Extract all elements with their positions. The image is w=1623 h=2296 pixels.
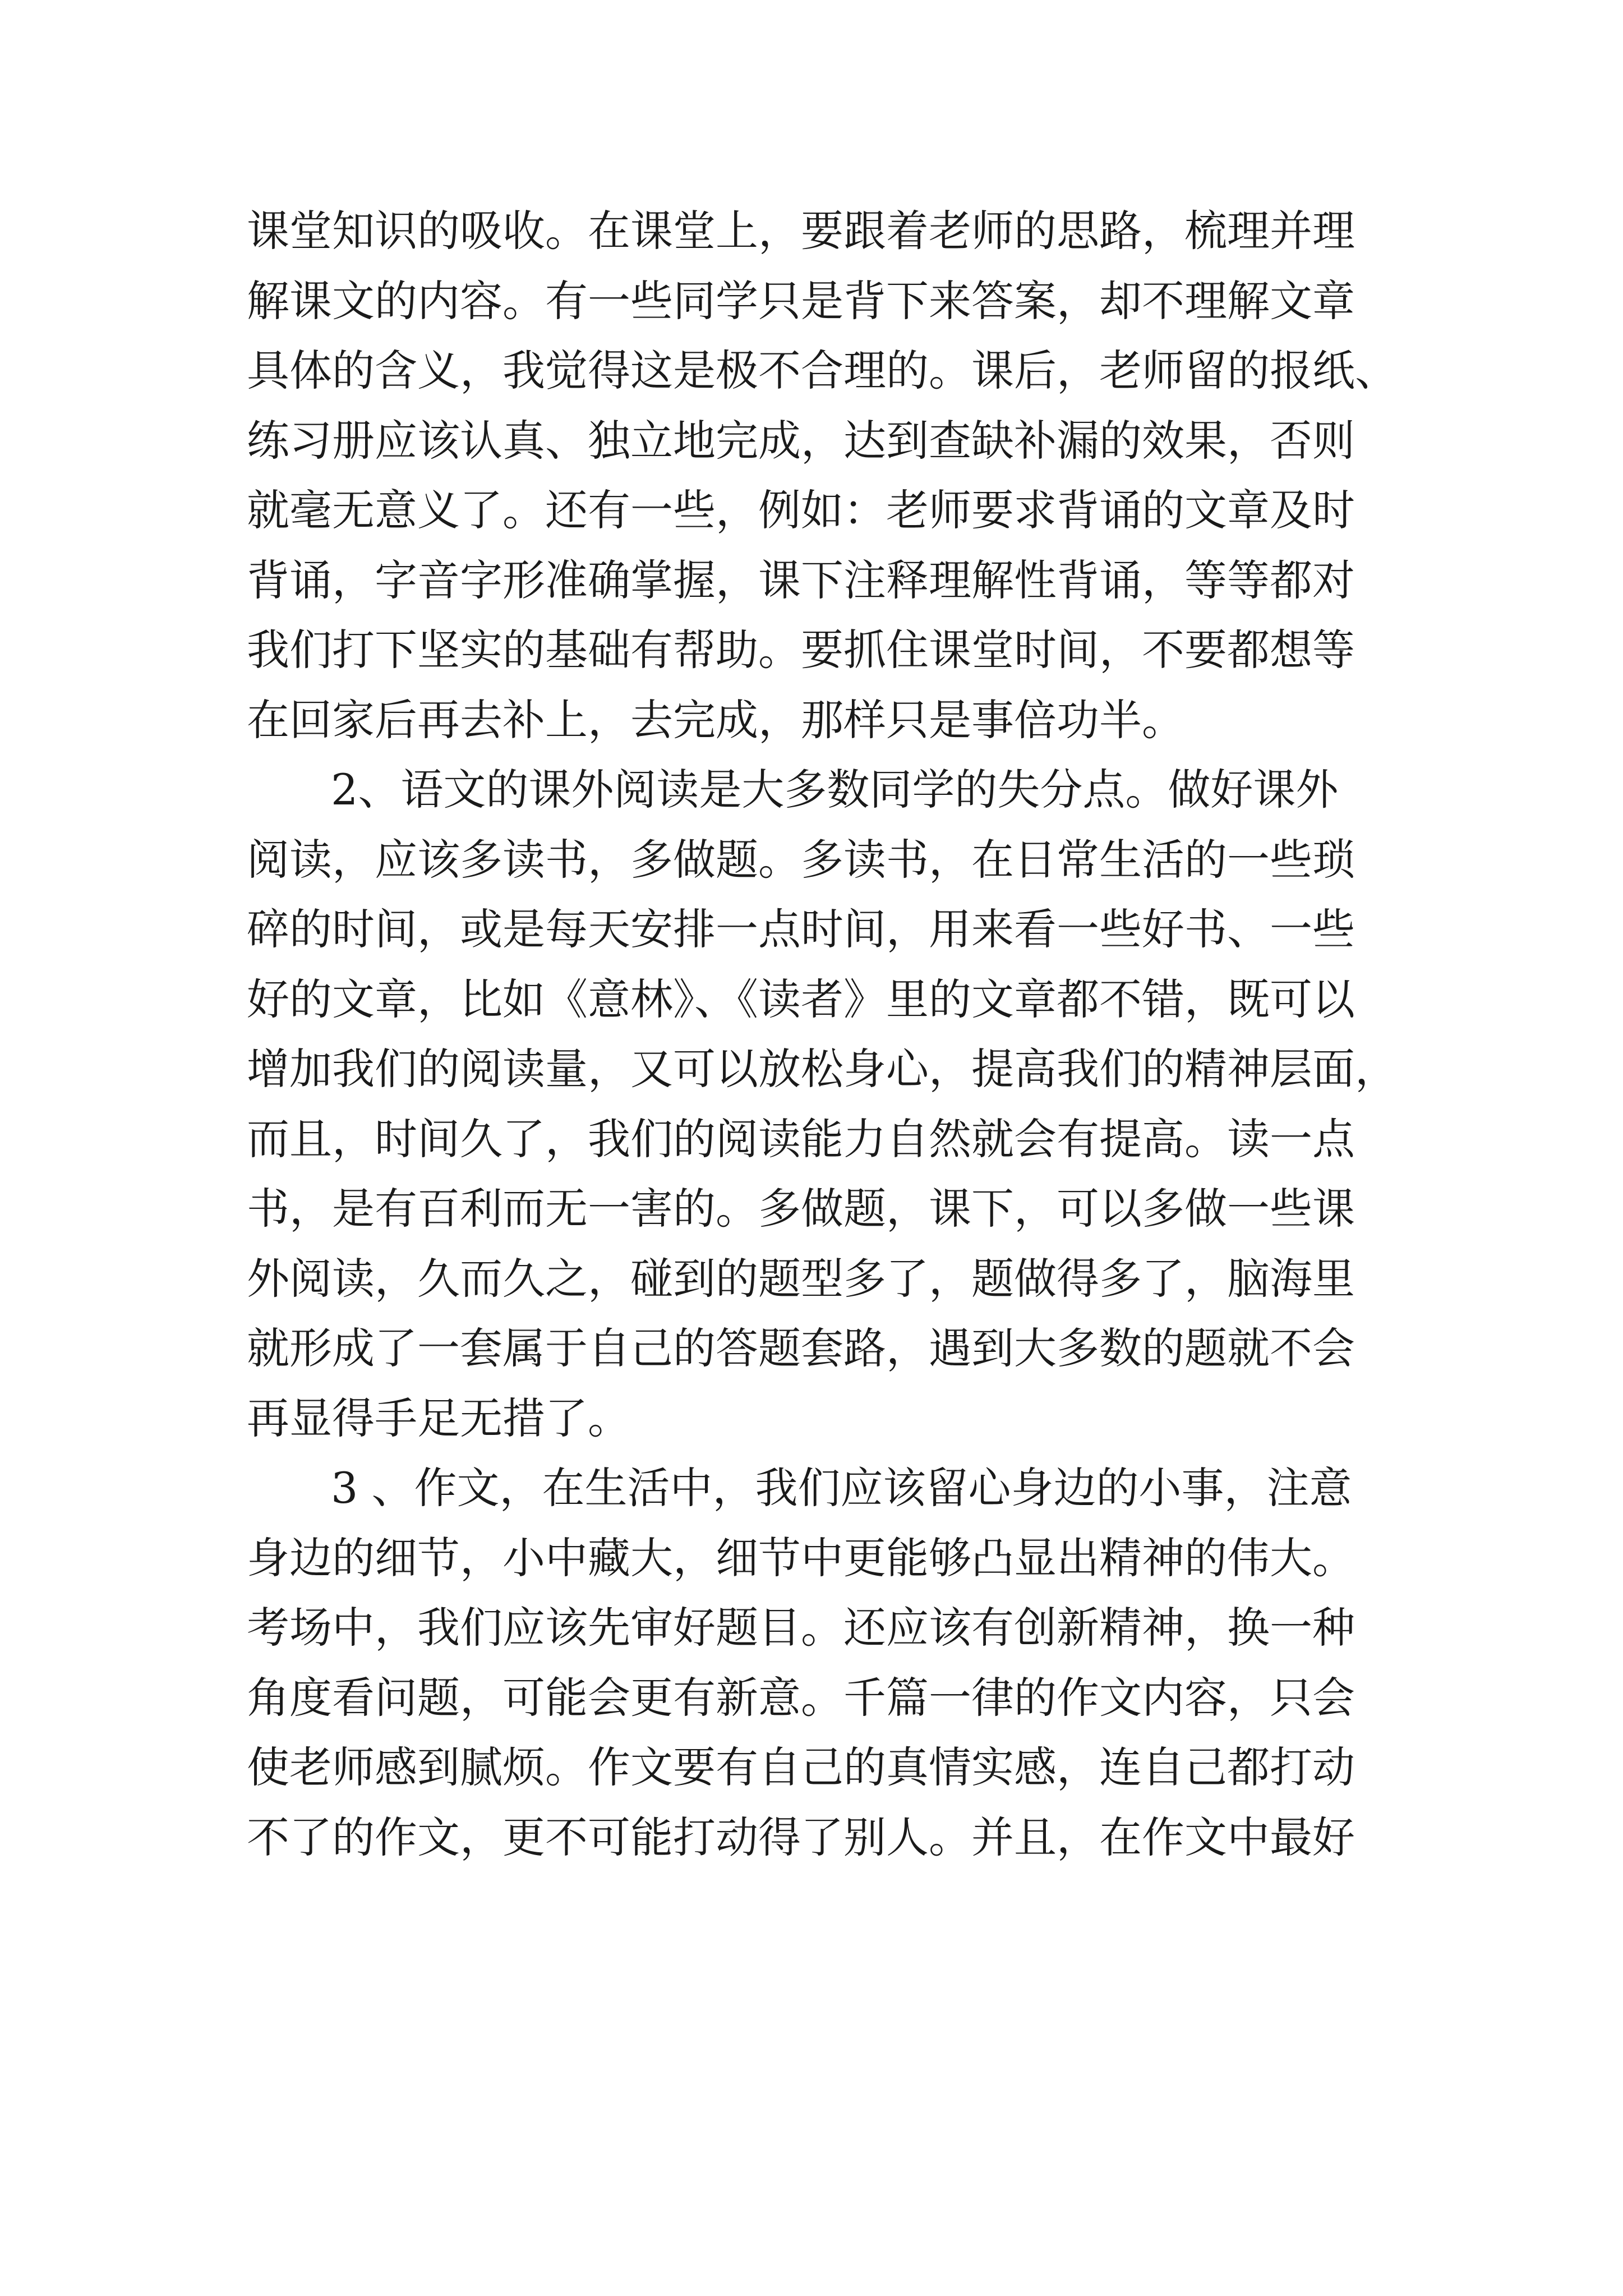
text-line: 增加我们的阅读量，又可以放松身心，提高我们的精神层面， (247, 1044, 1398, 1094)
text-line: 角度看问题，可能会更有新意。千篇一律的作文内容，只会 (247, 1673, 1355, 1723)
text-line: 书，是有百利而无一害的。多做题，课下，可以多做一些课 (247, 1184, 1355, 1234)
text-line: 使老师感到腻烦。作文要有自己的真情实感，连自己都打动 (247, 1742, 1355, 1792)
text-line: 练习册应该认真、独立地完成，达到查缺补漏的效果，否则 (247, 416, 1355, 466)
text-line: 好的文章，比如《意林》、《读者》里的文章都不错，既可以 (247, 974, 1355, 1024)
text-line: 课堂知识的吸收。在课堂上，要跟着老师的思路，梳理并理 (247, 206, 1355, 256)
text-line: 具体的含义，我觉得这是极不合理的。课后，老师留的报纸、 (247, 346, 1398, 395)
text-line: 在回家后再去补上，去完成，那样只是事倍功半。 (247, 695, 1184, 745)
text-line: 不了的作文，更不可能打动得了别人。并且，在作文中最好 (247, 1812, 1355, 1862)
text-line: 外阅读，久而久之，碰到的题型多了，题做得多了，脑海里 (247, 1254, 1355, 1304)
text-line: 2、语文的课外阅读是大多数同学的失分点。做好课外 (331, 765, 1339, 815)
text-line: 身边的细节，小中藏大，细节中更能够凸显出精神的伟大。 (247, 1533, 1355, 1583)
text-line: 阅读，应该多读书，多做题。多读书，在日常生活的一些琐 (247, 835, 1355, 885)
text-line: 碎的时间，或是每天安排一点时间，用来看一些好书、一些 (247, 904, 1355, 954)
text-line: 就形成了一套属于自己的答题套路，遇到大多数的题就不会 (247, 1323, 1355, 1373)
text-line: 解课文的内容。有一些同学只是背下来答案，却不理解文章 (247, 276, 1355, 326)
text-line: 而且，时间久了，我们的阅读能力自然就会有提高。读一点 (247, 1114, 1355, 1164)
text-line: 背诵，字音字形准确掌握，课下注释理解性背诵，等等都对 (247, 555, 1355, 605)
text-line: 考场中，我们应该先审好题目。还应该有创新精神，换一种 (247, 1603, 1355, 1653)
text-line: 3 、作文，在生活中，我们应该留心身边的小事，注意 (331, 1463, 1352, 1513)
text-line: 我们打下坚实的基础有帮助。要抓住课堂时间，不要都想等 (247, 625, 1355, 675)
text-line: 就毫无意义了。还有一些，例如：老师要求背诵的文章及时 (247, 485, 1355, 535)
text-line: 再显得手足无措了。 (247, 1393, 630, 1443)
